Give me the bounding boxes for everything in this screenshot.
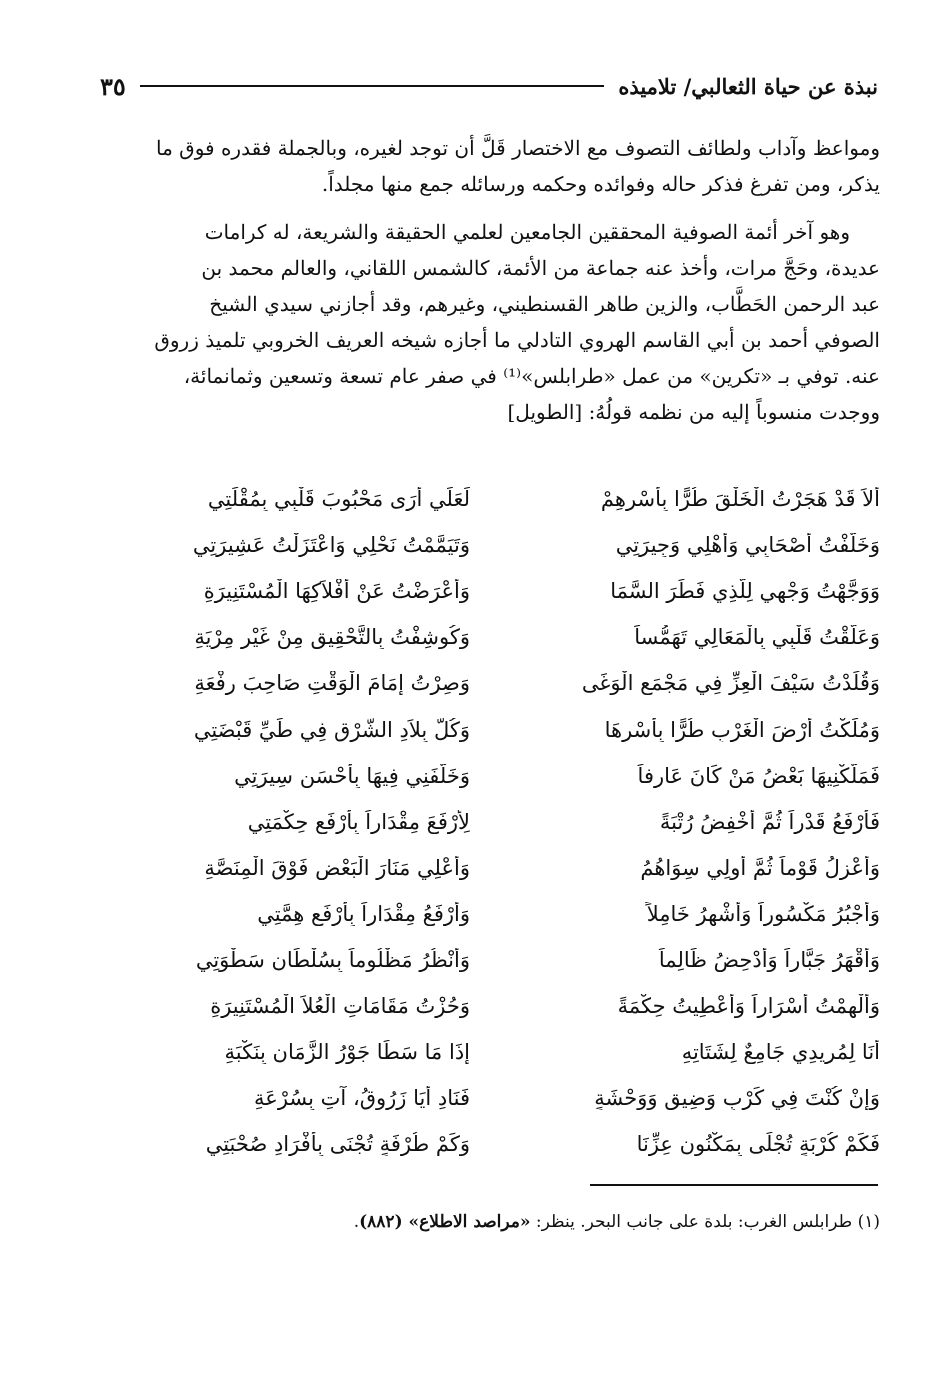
verse-first-hemistich: وَأَقْهَرُ جَبَّاراً وَأُدْحِضُ ظَالِماً	[658, 947, 880, 972]
poem-verse	[100, 753, 880, 799]
text-line: عبد الرحمن الحَطَّاب، والزين طاهر القسنطيني، وغيرهم، وقد أجازني سيدي الشيخ	[209, 292, 880, 316]
text-line: وهو آخر أئمة الصوفية المحققين الجامعين لعلمي الحقيقة والشريعة، له كرامات	[204, 220, 850, 244]
header-rule	[140, 85, 605, 87]
verse-first-hemistich: وَأَعْزِلُ قَوْماً ثُمَّ أُولِي سِوَاهُمُ	[640, 855, 880, 880]
poem-verse	[100, 891, 880, 937]
text-line: ومواعظ وآداب ولطائف التصوف مع الاختصار قَلَّ أن توجد لغيره، وبالجملة فقدره فوق ما	[156, 136, 880, 160]
verse-first-hemistich: وَوَجَّهْتُ وَجْهِي لِلَّذِي فَطَرَ السَّمَا	[610, 579, 880, 604]
verse-first-hemistich: وَخَلَّفْتُ أَصْحَابِي وَأَهْلِي وَجِيرَتِي	[615, 533, 880, 558]
page-number: ٣٥	[100, 71, 126, 101]
verse-first-hemistich: وَمُلِّكْتُ أَرْضَ الْغَرْبِ طُرًّا بِأَسْرِهَا	[604, 717, 880, 742]
verse-second-hemistich: وَكَمْ طُرْفَةٍ تُجْنَى بِأَفْرَادِ صُحْبَتِي	[205, 1132, 470, 1157]
running-header	[100, 66, 878, 106]
text-line: الصوفي أحمد بن أبي القاسم الهروي التادلي ما أجازه شيخه العريف الخروبي تلميذ زروق	[154, 328, 880, 352]
verse-second-hemistich: وَكُوشِفْتُ بِالتَّحْقِيقِ مِنْ غَيْرِ مِرْيَةِ	[194, 625, 470, 650]
verse-second-hemistich: وَتَيَمَّمْتُ نَحْلِي وَاعْتَزَلْتُ عَشِيرَتِي	[192, 533, 470, 558]
poem-verse	[100, 1075, 880, 1121]
verse-first-hemistich: وَعَلَّقْتُ قَلْبِي بِالْمَعَالِي تَهَمُّساً	[634, 625, 880, 650]
verse-first-hemistich: فَكَمْ كُرْبَةٍ تُجْلَى بِمَكْنُونِ عِزِّنَا	[636, 1132, 880, 1157]
verse-first-hemistich: وَأَجْبُرُ مَكْسُوراً وَأُشْهِرُ خَامِلاً	[646, 901, 880, 926]
verse-second-hemistich: لِأَرْفَعَ مِقْدَاراً بِأَرْفَعِ حِكْمَتِي	[247, 809, 470, 834]
verse-first-hemistich: فَمَلَّكْنِيهَا بَعْضُ مَنْ كَانَ عَارِفاً	[637, 763, 880, 788]
verse-first-hemistich: أَلاَ قَدْ هَجَرْتُ الْخَلْقَ طُرًّا بِأَسْرِهِمْ	[600, 487, 880, 512]
poem-verse	[100, 1121, 880, 1167]
verse-first-hemistich: وَقُلِّدْتُ سَيْفَ الْعِزِّ فِي مَجْمَعِ الْوَغَى	[581, 671, 880, 696]
poem-verse	[100, 845, 880, 891]
text-line: عنه. توفي بـ «تكرين» من عمل «طرابلس»⁽¹⁾ في صفر عام تسعة وتسعين وثمانمائة،	[183, 364, 880, 388]
poem-verse	[100, 614, 880, 660]
verse-second-hemistich: وَخَلَّفَنِي فِيهَا بِأَحْسَنِ سِيرَتِي	[234, 763, 470, 788]
verse-second-hemistich: لَعَلِّي أَرَى مَحْبُوبَ قَلْبِي بِمُقْلَتِي	[207, 487, 470, 512]
verse-second-hemistich: وَكُلُّ بِلاَدِ الشَّرْقِ فِي طَيِّ قَبْضَتِي	[193, 717, 470, 742]
footnote-end: .	[353, 1212, 360, 1232]
poem-verse	[100, 706, 880, 752]
verse-first-hemistich: فَأَرْفَعُ قَدْراً ثُمَّ أُخْفِضُ رُتْبَةً	[659, 809, 880, 834]
poem-verse	[100, 568, 880, 614]
verse-second-hemistich: إِذَا مَا سَطَا جَوْرُ الزَّمَانِ بِنَكْبَةِ	[224, 1040, 470, 1065]
poem-verse	[100, 937, 880, 983]
poem-verse	[100, 660, 880, 706]
poem-verse	[100, 1029, 880, 1075]
footnote	[100, 1212, 880, 1232]
paragraph-1	[100, 130, 880, 202]
verse-first-hemistich: أَنَا لِمُرِيدِي جَامِعٌ لِشَتَاتِهِ	[681, 1040, 880, 1065]
poem-verse	[100, 799, 880, 845]
text-line: ووجدت منسوباً إليه من نظمه قولُهُ: [الطويل]	[507, 400, 880, 424]
poem-verse	[100, 476, 880, 522]
body-text	[100, 130, 880, 440]
verse-second-hemistich: وَصِرْتُ إِمَامَ الْوَقْتِ صَاحِبَ رِفْعَةِ	[194, 671, 470, 696]
poem	[100, 476, 880, 1167]
poem-verse	[100, 983, 880, 1029]
verse-second-hemistich: وَأَنْظُرُ مَظْلُوماً بِسُلْطَانِ سَطْوَتِي	[195, 947, 470, 972]
text-line: يذكر، ومن تفرغ فذكر حاله وفوائده وحكمه ورسائله جمع منها مجلداً.	[321, 172, 880, 196]
verse-second-hemistich: وَأَعْرَضْتُ عَنْ أَفْلاَكِهَا الْمُسْتَنِيرَةِ	[203, 579, 470, 604]
verse-first-hemistich: وَإِنْ كُنْتَ فِي كَرْبٍ وَضِيقٍ وَوَحْشَةٍ	[594, 1086, 880, 1111]
verse-second-hemistich: وَأُعْلِي مَنَارَ الْبَعْضِ فَوْقَ الْمِنَصَّةِ	[204, 855, 470, 880]
header-title: نبذة عن حياة الثعالبي/ تلاميذه	[618, 73, 878, 99]
verse-second-hemistich: وَأَرْفَعُ مِقْدَاراً بِأَرْفَعِ هِمَّتِي	[257, 901, 470, 926]
paragraph-2	[100, 214, 880, 430]
text-line: عديدة، وحَجَّ مرات، وأخذ عنه جماعة من الأئمة، كالشمس اللقاني، والعالم محمد بن	[201, 256, 880, 280]
footnote-rule	[590, 1184, 878, 1186]
footnote-text: (١) طرابلس الغرب: بلدة على جانب البحر. ينظر:	[530, 1212, 880, 1232]
poem-verse	[100, 522, 880, 568]
footnote-reference: «مراصد الاطلاع» (٨٨٢)	[359, 1212, 531, 1232]
verse-second-hemistich: وَحُزْتُ مَقَامَاتِ الْعُلاَ الْمُسْتَنِيرَةِ	[210, 994, 470, 1019]
verse-first-hemistich: وَأُلْهِمْتُ أَسْرَاراً وَأُعْطِيتُ حِكْمَةً	[617, 994, 880, 1019]
verse-second-hemistich: فَنَادِ أَيَا زَرُوقُ، آتِ بِسُرْعَةِ	[254, 1086, 470, 1111]
